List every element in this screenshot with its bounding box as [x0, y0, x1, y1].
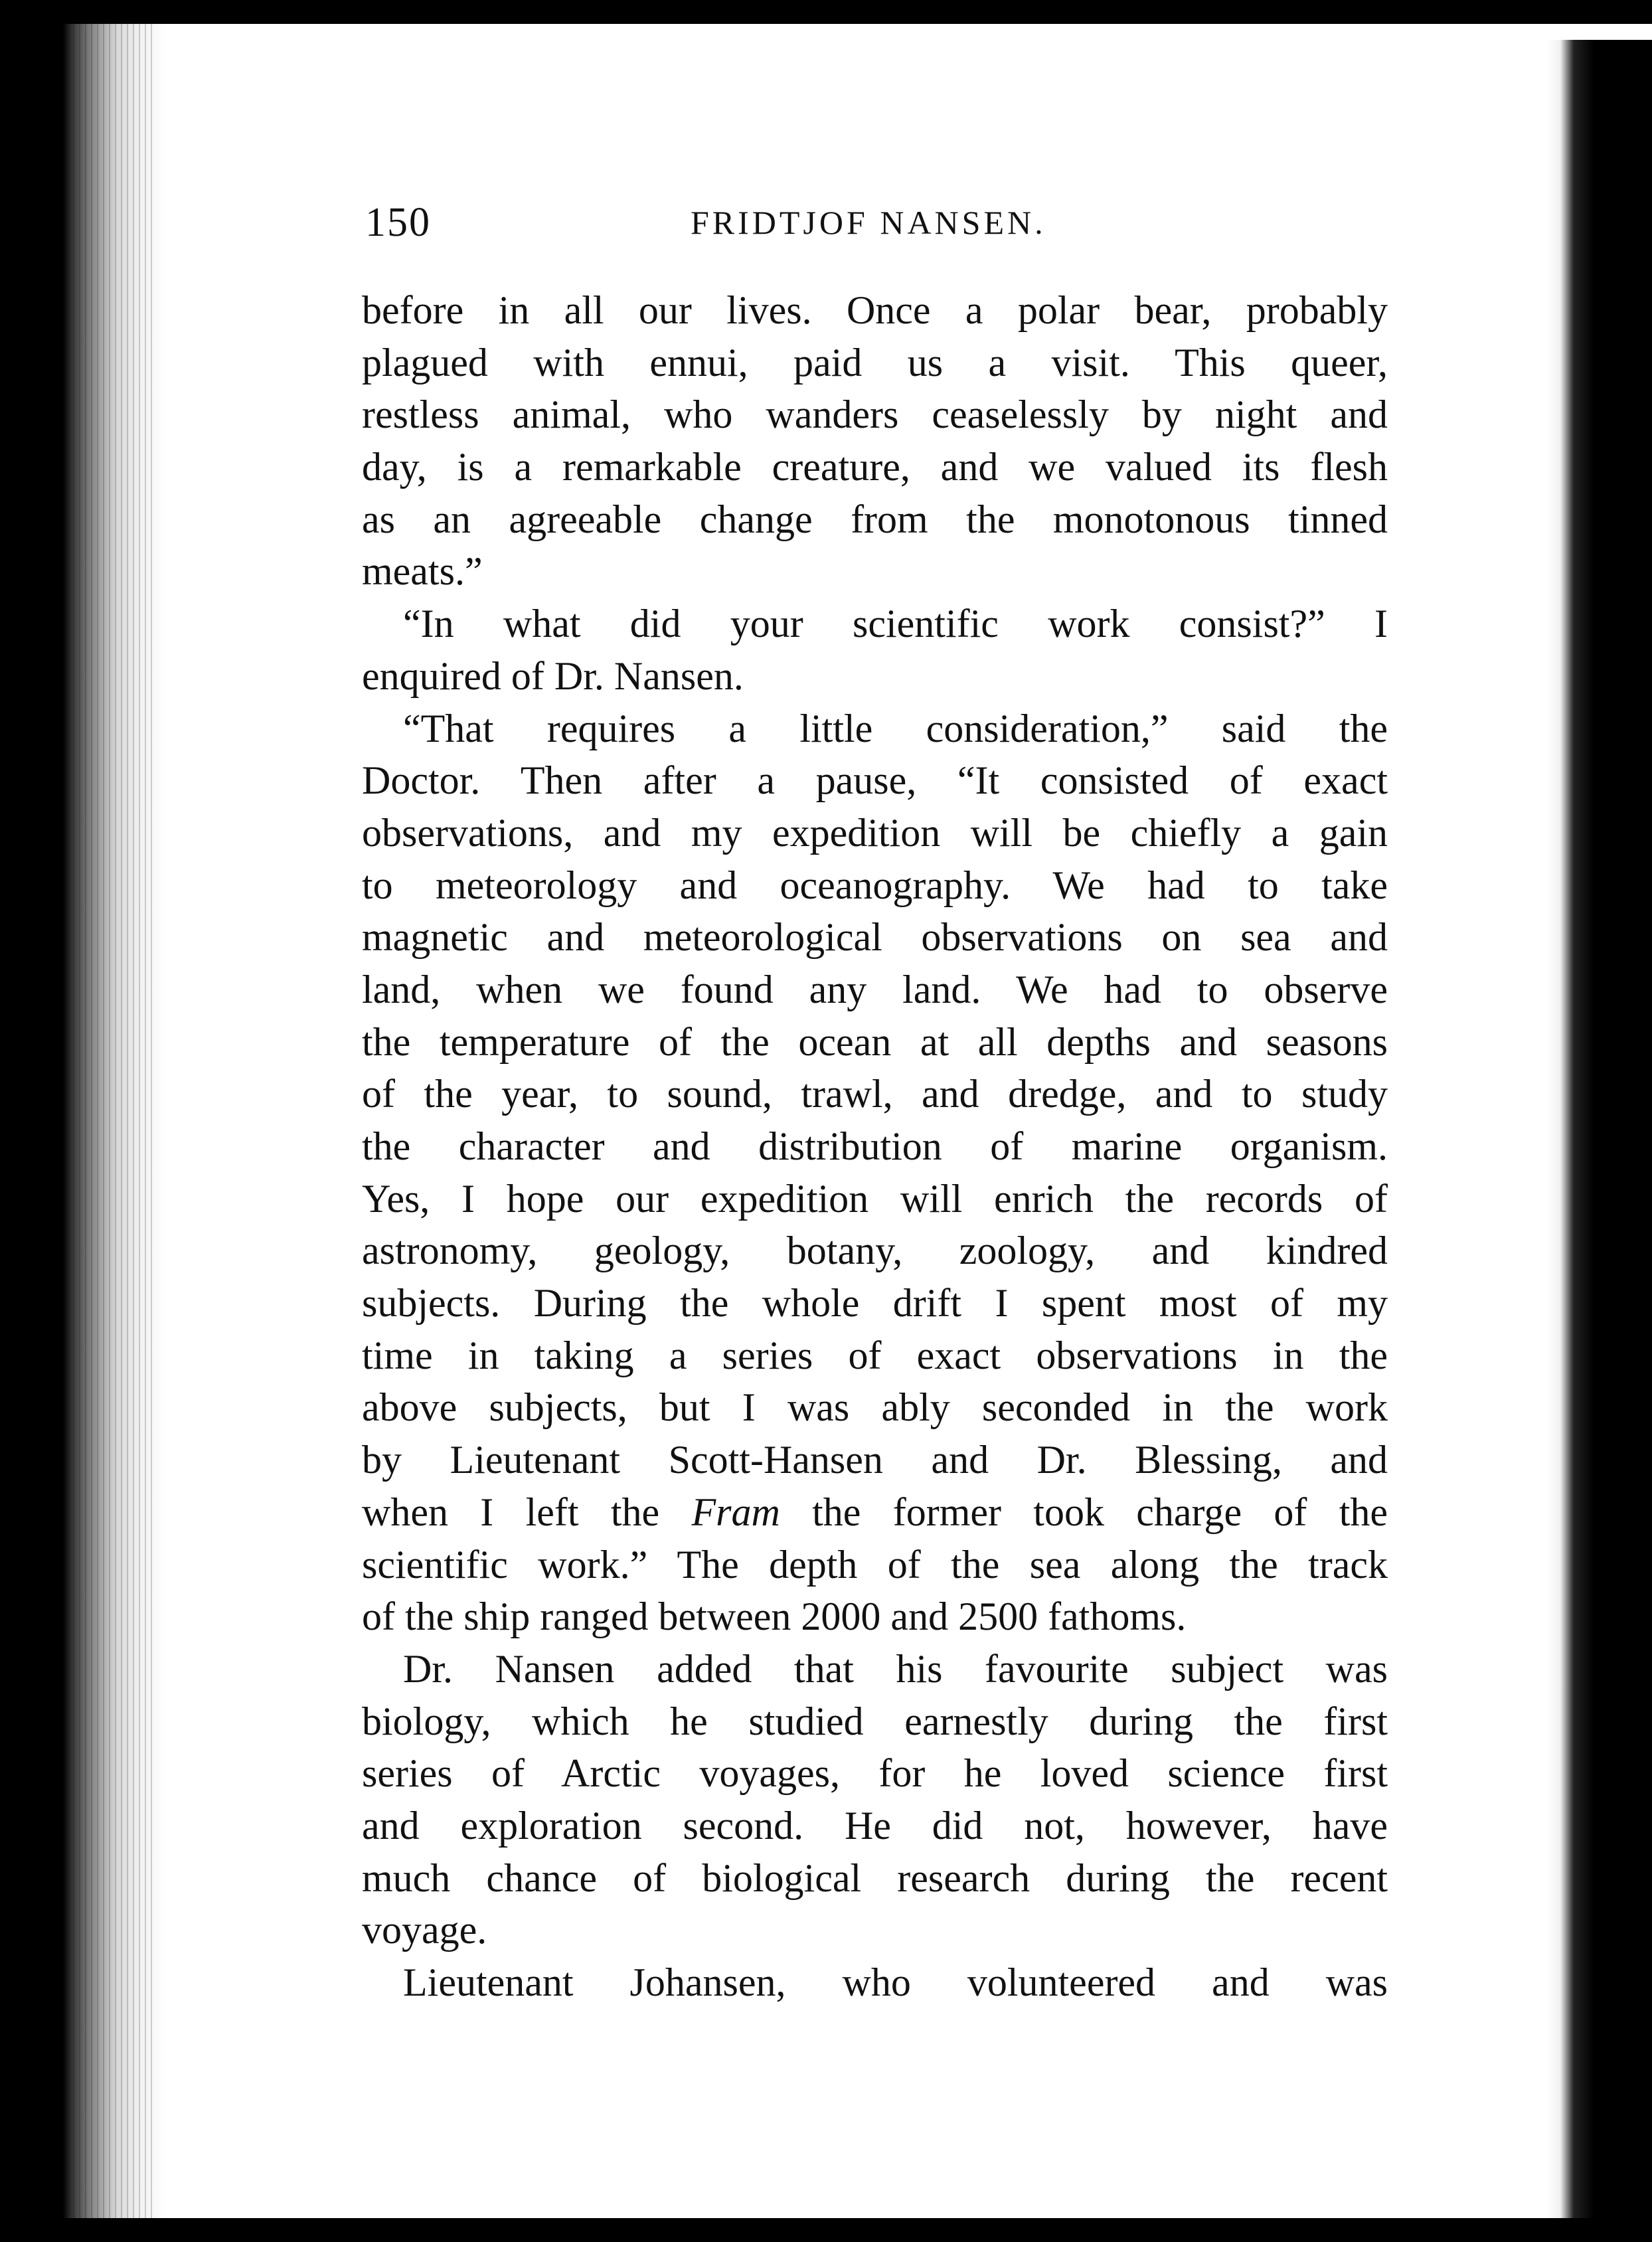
text-line: restless animal, who wanders ceaselessly by night and [362, 392, 1388, 437]
text-segment: the former took charge of the [780, 1490, 1388, 1534]
text-line-with-italic [362, 1486, 1388, 1539]
text-line: astronomy, geology, botany, zoology, and kindred [362, 1229, 1388, 1273]
text-line: of the ship ranged between 2000 and 2500 fathoms. [362, 1595, 1187, 1639]
text-line: by Lieutenant Scott-Hansen and Dr. Blessing, and [362, 1438, 1388, 1482]
text-line: observations, and my expedition will be chiefly a gain [362, 810, 1388, 855]
text-line: “In what did your scientific work consist?” I [403, 602, 1388, 646]
page-header [365, 199, 1394, 259]
text-line: time in taking a series of exact observations in the [362, 1333, 1388, 1377]
text-line: biology, which he studied earnestly during the first [362, 1699, 1388, 1743]
text-line: “That requires a little consideration,” said the [403, 706, 1388, 750]
book-page-edge-lines [73, 13, 153, 2218]
text-segment: when I left the [362, 1490, 692, 1534]
text-line: much chance of biological research during the recent [362, 1855, 1388, 1900]
text-line: of the year, to sound, trawl, and dredge, and to study [362, 1072, 1388, 1116]
text-line: before in all our lives. Once a polar bear, probably [362, 288, 1388, 332]
text-line: plagued with ennui, paid us a visit. This queer, [362, 340, 1388, 385]
text-line: day, is a remarkable creature, and we valued its flesh [362, 445, 1388, 489]
body-text [362, 284, 1388, 2009]
scan-bottom-border [0, 2218, 1652, 2242]
text-line: Yes, I hope our expedition will enrich the records of [362, 1176, 1388, 1221]
book-right-edge [1547, 40, 1652, 2242]
text-line: the temperature of the ocean at all depths and seasons [362, 1019, 1388, 1064]
text-line: Dr. Nansen added that his favourite subject was [403, 1646, 1388, 1691]
text-line: to meteorology and oceanography. We had to take [362, 863, 1388, 907]
scan-top-border [0, 0, 1652, 24]
text-line: meats.” [362, 549, 483, 594]
text-line: enquired of Dr. Nansen. [362, 653, 744, 698]
text-line: Doctor. Then after a pause, “It consisted of exact [362, 758, 1388, 803]
ship-name-italic: Fram [691, 1490, 780, 1534]
text-line: voyage. [362, 1908, 487, 1952]
page-number: 150 [365, 200, 431, 245]
running-title: FRIDTJOF NANSEN. [691, 204, 1046, 241]
text-line: scientific work.” The depth of the sea along the track [362, 1542, 1388, 1587]
text-line: land, when we found any land. We had to observe [362, 967, 1388, 1011]
text-line: subjects. During the whole drift I spent most of my [362, 1281, 1388, 1326]
text-line: and exploration second. He did not, however, have [362, 1803, 1388, 1848]
text-line: as an agreeable change from the monotonous tinned [362, 497, 1388, 541]
text-line: Lieutenant Johansen, who volunteered and was [403, 1960, 1388, 2004]
text-line: the character and distribution of marine organism. [362, 1124, 1388, 1168]
text-line: above subjects, but I was ably seconded in the work [362, 1385, 1388, 1430]
text-line: series of Arctic voyages, for he loved science first [362, 1751, 1388, 1796]
text-line: magnetic and meteorological observations on sea and [362, 915, 1388, 960]
